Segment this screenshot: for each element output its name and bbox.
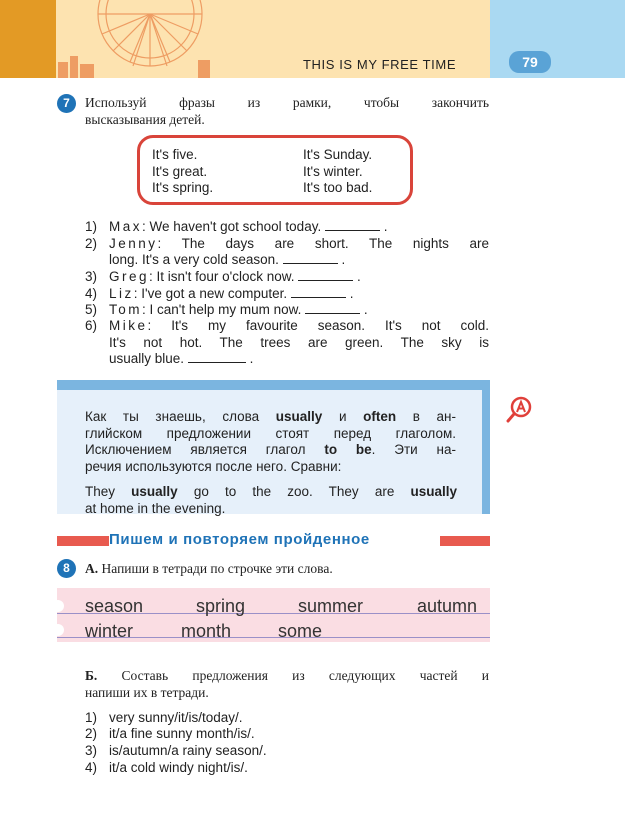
speaker-name: Max xyxy=(109,219,143,234)
part-label: Б. xyxy=(85,668,98,683)
magnifier-a-icon xyxy=(505,396,533,424)
exercise-8-item xyxy=(85,760,248,776)
text: go to the zoo. They are xyxy=(177,484,411,499)
grammar-text-line: речия используются после него. Сравни: xyxy=(85,459,342,474)
text: . Эти на- xyxy=(371,442,456,457)
item-text-line: long. It's a very cold season. . xyxy=(109,252,346,267)
answer-blank[interactable] xyxy=(291,287,346,298)
item-number: 1) xyxy=(85,219,98,234)
item-number: 4) xyxy=(85,286,98,301)
margin-hole xyxy=(52,624,64,636)
answer-blank[interactable] xyxy=(305,303,360,314)
item-text: it/a cold windy night/is/. xyxy=(109,760,248,775)
item-text: : I've got a new computer. xyxy=(133,286,288,301)
text: Исключением является глагол xyxy=(85,442,325,457)
vocab-word: summer xyxy=(298,596,364,616)
keyword: usually xyxy=(410,484,457,499)
item-text: : We haven't got school today. xyxy=(142,219,322,234)
item-text-line: It's not hot. The trees are green. The sky is xyxy=(109,335,489,350)
item-text: long. It's a very cold season. xyxy=(109,252,279,267)
instruction-text: Напиши в тетради по строчке эти слова. xyxy=(98,561,333,576)
item-text: : The days are short. The nights are xyxy=(157,236,489,251)
grammar-text-line xyxy=(85,441,456,458)
part-label: А. xyxy=(85,561,99,576)
exercise-7-instruction-line-2: высказывания детей. xyxy=(85,112,205,127)
item-text: very sunny/it/is/today/. xyxy=(109,710,243,725)
item-number: 4) xyxy=(85,760,98,775)
item-number: 2) xyxy=(85,236,98,251)
keyword: usually xyxy=(131,484,178,499)
item-number: 1) xyxy=(85,710,98,725)
instruction-text: Составь предложения из следующих частей и xyxy=(121,668,489,683)
exercise-7-instruction-line-1: Используй фразы из рамки, чтобы закончить xyxy=(85,95,489,110)
grammar-box-top-bar xyxy=(57,380,490,390)
period: . xyxy=(383,219,388,234)
answer-blank[interactable] xyxy=(298,270,353,281)
grammar-example-line: at home in the evening. xyxy=(85,501,226,516)
speaker-name: Mike xyxy=(109,318,148,333)
phrase: It's five. xyxy=(152,147,198,162)
header-title: THIS IS MY FREE TIME xyxy=(303,57,457,72)
keyword: often xyxy=(363,409,397,424)
text: Как ты знаешь, слова xyxy=(85,409,276,424)
item-text-line xyxy=(109,236,489,252)
exercise-8-part-b-line-1 xyxy=(85,667,489,684)
margin-hole xyxy=(52,600,64,612)
text: и xyxy=(322,409,364,424)
answer-blank[interactable] xyxy=(325,220,380,231)
item-number: 6) xyxy=(85,318,98,333)
text: They xyxy=(85,484,132,499)
exercise-8-item xyxy=(85,726,255,742)
grammar-text-line: глийском предложении стоят перед глаголом. xyxy=(85,426,456,441)
exercise-8-item xyxy=(85,710,243,726)
exercise-8-item xyxy=(85,743,267,759)
banner-stripe-right xyxy=(440,536,490,546)
keyword: usually xyxy=(275,409,323,424)
grammar-text-line xyxy=(85,408,456,425)
exercise-7-item xyxy=(85,318,109,334)
vocab-word: spring xyxy=(196,596,246,616)
item-text: it/a fine sunny month/is/. xyxy=(109,726,255,741)
exercise-8-part-b-line-2: напиши их в тетради. xyxy=(85,685,209,700)
item-number: 2) xyxy=(85,726,98,741)
ferris-wheel-illustration xyxy=(58,0,218,78)
item-text: is/autumn/a rainy season/. xyxy=(109,743,267,758)
exercise-7-item xyxy=(85,236,109,252)
item-text: : It isn't four o'clock now. xyxy=(149,269,295,284)
vocab-word: month xyxy=(181,621,232,641)
section-title: Пишем и повторяем пройденное xyxy=(109,531,370,548)
header-orange-block xyxy=(0,0,56,78)
exercise-7-item: 4) Liz: I've got a new computer. . xyxy=(85,286,354,301)
speaker-name: Liz xyxy=(109,286,134,301)
phrase: It's great. xyxy=(152,163,208,179)
exercise-7-item: 5) Tom: I can't help my mum now. . xyxy=(85,302,368,317)
phrase: It's winter. xyxy=(303,163,363,179)
text: в ан- xyxy=(396,409,456,424)
item-number: 3) xyxy=(85,743,98,758)
phrase: It's spring. xyxy=(152,180,214,195)
item-text-line xyxy=(109,318,489,334)
banner-stripe-left xyxy=(57,536,109,546)
vocab-word: season xyxy=(85,596,144,616)
item-text-line: usually blue. . xyxy=(109,351,254,366)
item-text: : It's my favourite season. It's not cold. xyxy=(147,318,489,333)
exercise-7-badge: 7 xyxy=(57,94,76,113)
grammar-example-line xyxy=(85,483,457,500)
answer-blank[interactable] xyxy=(283,253,338,264)
exercise-8-badge: 8 xyxy=(57,559,76,578)
item-number: 3) xyxy=(85,269,98,284)
answer-blank[interactable] xyxy=(188,352,246,363)
speaker-name: Jenny xyxy=(109,236,158,251)
exercise-7-item xyxy=(85,219,388,235)
item-text: : I can't help my mum now. xyxy=(142,302,302,317)
keyword: to be xyxy=(324,442,372,457)
phrase: It's too bad. xyxy=(303,180,373,195)
vocab-word: autumn xyxy=(417,596,478,616)
exercise-8-part-a xyxy=(85,560,333,577)
item-number: 5) xyxy=(85,302,98,317)
speaker-name: Tom xyxy=(109,302,143,317)
item-text: usually blue. xyxy=(109,351,185,366)
grammar-box-side-bar xyxy=(482,380,490,514)
vocab-word: winter xyxy=(85,621,134,641)
speaker-name: Greg xyxy=(109,269,150,284)
phrase: It's Sunday. xyxy=(303,147,373,162)
vocab-word: some xyxy=(278,621,323,641)
exercise-7-item: 3) Greg: It isn't four o'clock now. . xyxy=(85,269,361,284)
page-number: 79 xyxy=(509,51,551,73)
